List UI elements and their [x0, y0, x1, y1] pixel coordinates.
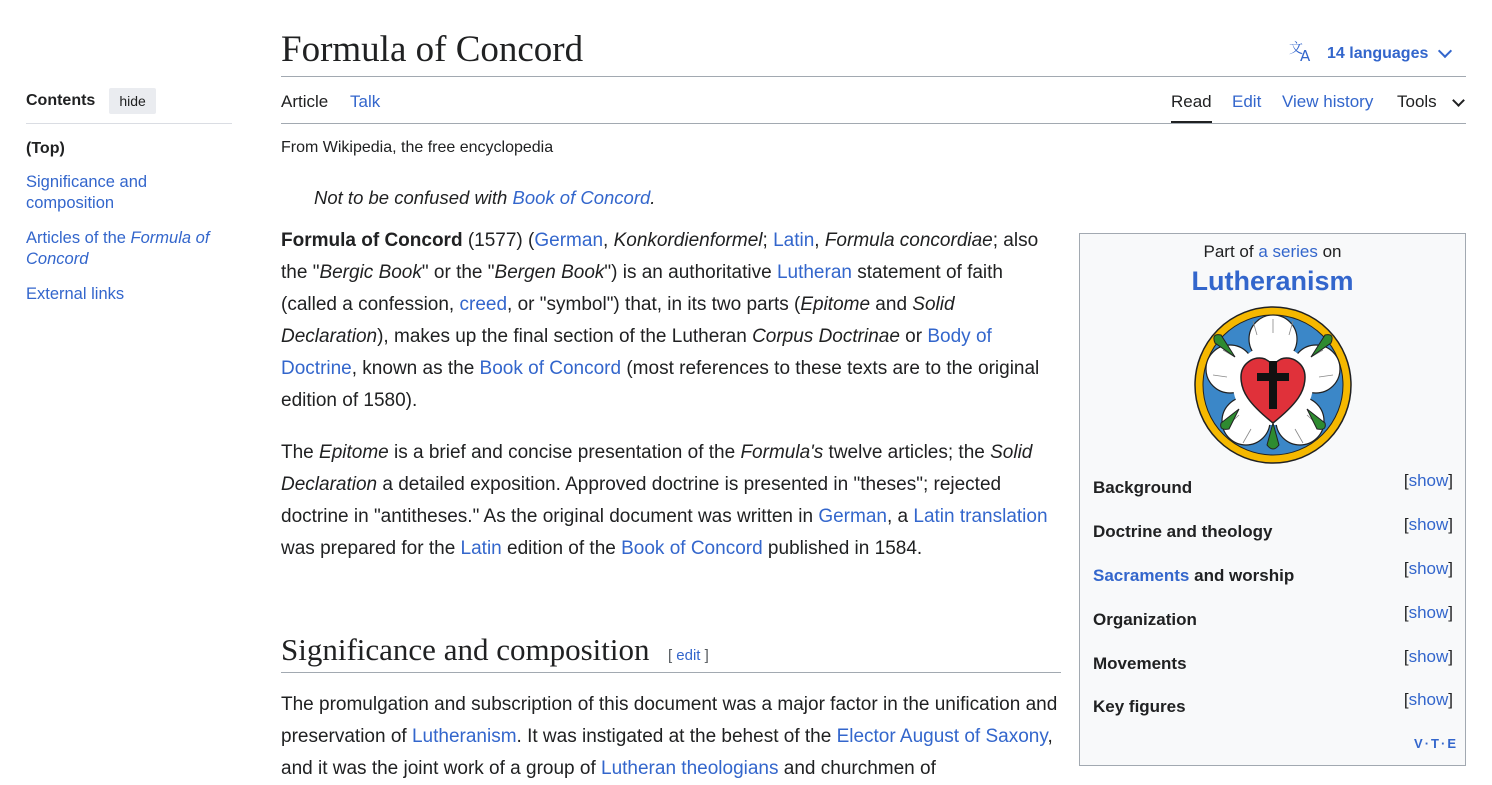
vte-talk[interactable]: T [1431, 736, 1441, 751]
link-german[interactable]: German [818, 506, 887, 527]
tab-talk[interactable]: Talk [350, 92, 381, 111]
show-toggle: [show] [1403, 647, 1453, 666]
infobox-series-line: Part of a series on [1203, 242, 1342, 261]
hatnote-link[interactable]: Book of Concord [512, 187, 651, 208]
language-button[interactable] [1289, 40, 1450, 67]
toc-item-top[interactable]: (Top) [26, 140, 65, 157]
show-link[interactable]: show [1408, 603, 1449, 622]
sacraments-link[interactable]: Sacraments [1093, 566, 1190, 585]
infobox-row-key-figures: Key figures [show] [1093, 690, 1453, 716]
section-title: Significance and composition [281, 632, 650, 667]
section-heading [281, 632, 1061, 673]
infobox-row-background: Background [show] [1093, 471, 1453, 497]
link-body-of-doctrine[interactable]: Body of Doctrine [281, 326, 992, 379]
vte-view[interactable]: V [1414, 736, 1425, 751]
infobox-title[interactable]: Lutheranism [1191, 266, 1354, 296]
table-of-contents [26, 88, 232, 305]
svg-text:A: A [1300, 47, 1311, 62]
toc-title: Contents [26, 92, 96, 109]
show-toggle: [show] [1403, 603, 1453, 622]
summary-paragraph: The Epitome is a brief and concise presentation of the Formula's twelve articles; the Solid Declaration a detailed exposition. Approved doctrine is presented in "theses"; rejected doctrine in "antitheses." As the original document was written in German, a Latin translation was prepared for the Latin edition of the Book of Concord published in 1584. [281, 442, 1048, 559]
chevron-down-icon [1438, 44, 1452, 58]
luther-rose-emblem[interactable] [1193, 305, 1353, 470]
tab-read[interactable]: Read [1171, 92, 1212, 111]
series-infobox [1079, 233, 1466, 766]
section-edit-link[interactable]: edit [676, 647, 701, 664]
translate-icon [1289, 40, 1315, 67]
link-lutheran-theologians[interactable]: Lutheran theologians [601, 758, 779, 779]
show-link[interactable]: show [1408, 559, 1449, 578]
language-count: 14 languages [1327, 44, 1429, 62]
show-toggle: [show] [1403, 515, 1453, 534]
vte-edit[interactable]: E [1447, 736, 1458, 751]
toc-header [26, 88, 232, 124]
tabs-divider [281, 123, 1466, 124]
toc-item-significance[interactable]: Significance and composition [26, 173, 148, 212]
show-link[interactable]: show [1408, 690, 1449, 709]
show-toggle: [show] [1403, 471, 1453, 490]
link-latin[interactable]: Latin [773, 230, 815, 251]
svg-text:文: 文 [1289, 41, 1303, 57]
site-tagline: From Wikipedia, the free encyclopedia [281, 139, 554, 156]
link-creed[interactable]: creed [459, 294, 508, 315]
link-lutheran[interactable]: Lutheran [776, 262, 852, 283]
intro-paragraph: Formula of Concord (1577) (German, Konkordienformel; Latin, Formula concordiae; also the "Bergic Book" or the "Bergen Book") is an authoritative Lutheran statement of faith (called a confession, creed, or "symbol") that, in its two parts (Epitome and Solid Declaration), makes up the final section of the Lutheran Corpus Doctrinae or Body of Doctrine, known as the Book of Concord (most references to these texts are to the original edition of 1580). [281, 230, 1040, 411]
toc-item-external-links[interactable]: External links [26, 285, 125, 303]
tab-edit[interactable]: Edit [1232, 92, 1262, 111]
navbox-vte: V·T·E [1414, 736, 1458, 751]
show-toggle: [show] [1403, 690, 1453, 709]
link-german[interactable]: German [534, 230, 604, 251]
infobox-row-doctrine: Doctrine and theology [show] [1093, 515, 1453, 541]
tab-article[interactable]: Article [281, 92, 329, 111]
show-toggle: [show] [1403, 559, 1453, 578]
infobox-row-movements: Movements [show] [1093, 647, 1453, 673]
series-link[interactable]: a series [1258, 242, 1318, 261]
link-latin-translation[interactable]: Latin translation [913, 506, 1048, 527]
infobox-row-sacraments: Sacraments and worship [show] [1093, 559, 1453, 585]
show-link[interactable]: show [1408, 647, 1449, 666]
infobox-row-organization: Organization [show] [1093, 603, 1453, 629]
section-edit: [ edit ] [667, 647, 709, 664]
link-latin[interactable]: Latin [460, 538, 502, 559]
significance-paragraph: The promulgation and subscription of this document was a major factor in the unification and preservation of Lutheranism. It was instigated at the behest of the Elector August of Saxony, and it was the joint work of a group of Lutheran theologians and churchmen of [281, 694, 1058, 779]
show-link[interactable]: show [1408, 515, 1449, 534]
link-elector-august[interactable]: Elector August of Saxony [836, 726, 1048, 747]
tools-menu[interactable]: Tools [1397, 92, 1437, 111]
toc-hide-button[interactable]: hide [109, 88, 155, 114]
link-book-of-concord[interactable]: Book of Concord [479, 358, 622, 379]
show-link[interactable]: show [1408, 471, 1449, 490]
chevron-down-icon[interactable] [1452, 94, 1465, 107]
title-divider [281, 76, 1466, 77]
link-lutheranism[interactable]: Lutheranism [411, 726, 517, 747]
tab-view-history[interactable]: View history [1282, 92, 1374, 111]
toc-item-articles[interactable]: Articles of the Formula of Concord [26, 229, 210, 268]
hatnote: Not to be confused with Book of Concord. [314, 187, 656, 208]
page-title: Formula of Concord [281, 29, 584, 70]
link-book-of-concord[interactable]: Book of Concord [621, 538, 763, 559]
